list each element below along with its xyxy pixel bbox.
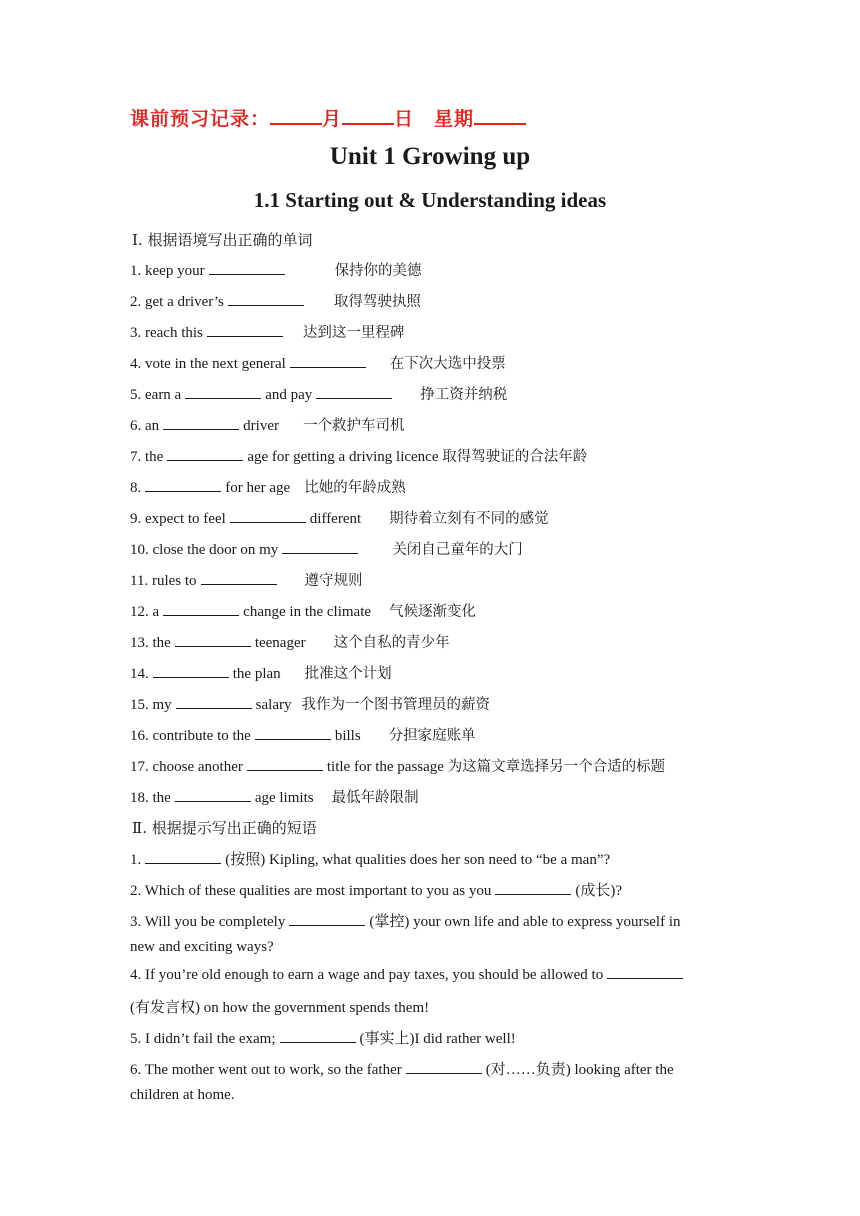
page-title: Unit 1 Growing up (329, 143, 531, 170)
list-item-continuation: children at home. (130, 1087, 235, 1103)
day-blank[interactable] (342, 105, 394, 125)
answer-blank[interactable] (316, 397, 392, 399)
answer-blank[interactable] (145, 490, 221, 492)
list-item: 8. for her age 比她的年龄成熟 (130, 480, 406, 496)
answer-blank[interactable] (607, 977, 683, 979)
weekday-label: 星期 (434, 108, 475, 130)
month-blank[interactable] (270, 105, 322, 125)
list-item: 6. an driver 一个救护车司机 (130, 418, 405, 434)
answer-blank[interactable] (175, 645, 251, 647)
answer-blank[interactable] (247, 769, 323, 771)
list-item: 2. Which of these qualities are most important to you as you (成长)? (130, 883, 622, 899)
answer-blank[interactable] (201, 583, 277, 585)
list-item: 7. the age for getting a driving licence 取得驾驶证的合法年龄 (130, 449, 588, 465)
answer-blank[interactable] (176, 707, 252, 709)
list-item: 3. Will you be completely (掌控) your own life and able to express yourself in (130, 914, 681, 930)
answer-blank[interactable] (185, 397, 261, 399)
list-item: 15. my salary 我作为一个图书管理员的薪资 (130, 697, 490, 713)
list-item: 17. choose another title for the passage 为这篇文章选择另一个合适的标题 (130, 759, 666, 775)
day-label: 日 (394, 108, 415, 130)
answer-blank[interactable] (175, 800, 251, 802)
answer-blank[interactable] (280, 1041, 356, 1043)
list-item: 1. (按照) Kipling, what qualities does her son need to “be a man”? (130, 852, 611, 868)
header-label: 课前预习记录： (130, 108, 271, 130)
answer-blank[interactable] (495, 893, 571, 895)
answer-blank[interactable] (230, 521, 306, 523)
page-subtitle: 1.1 Starting out & Understanding ideas (253, 188, 607, 212)
answer-blank[interactable] (167, 459, 243, 461)
section-1-heading: Ⅰ. 根据语境写出正确的单词 (132, 231, 313, 249)
list-item: 5. earn a and pay 挣工资并纳税 (130, 387, 508, 403)
list-item-continuation: (有发言权) on how the government spends them! (130, 1000, 430, 1016)
list-item: 6. The mother went out to work, so the father (对……负责) looking after the (130, 1062, 674, 1078)
list-item: 4. vote in the next general 在下次大选中投票 (130, 356, 506, 372)
list-item: 13. the teenager 这个自私的青少年 (130, 635, 450, 651)
answer-blank[interactable] (282, 552, 358, 554)
list-item: 9. expect to feel different 期待着立刻有不同的感觉 (130, 511, 549, 527)
list-item: 14. the plan 批准这个计划 (130, 666, 392, 682)
answer-blank[interactable] (406, 1072, 482, 1074)
list-item: 10. close the door on my 关闭自己童年的大门 (130, 542, 523, 558)
answer-blank[interactable] (207, 335, 283, 337)
answer-blank[interactable] (163, 614, 239, 616)
preview-record-header (130, 104, 526, 131)
list-item: 4. If you’re old enough to earn a wage and pay taxes, you should be allowed to (130, 967, 687, 984)
list-item-continuation: new and exciting ways? (130, 939, 274, 955)
answer-blank[interactable] (163, 428, 239, 430)
list-item: 1. keep your 保持你的美德 (130, 263, 422, 279)
list-item: 2. get a driver’s 取得驾驶执照 (130, 294, 421, 310)
answer-blank[interactable] (255, 738, 331, 740)
answer-blank[interactable] (209, 273, 285, 275)
list-item: 5. I didn’t fail the exam; (事实上)I did rather well! (130, 1031, 516, 1047)
list-item: 12. a change in the climate 气候逐渐变化 (130, 604, 477, 620)
list-item: 16. contribute to the bills 分担家庭账单 (130, 728, 476, 744)
answer-blank[interactable] (289, 924, 365, 926)
answer-blank[interactable] (153, 676, 229, 678)
weekday-blank[interactable] (474, 105, 526, 125)
list-item: 3. reach this 达到这一里程碑 (130, 325, 405, 341)
answer-blank[interactable] (290, 366, 366, 368)
answer-blank[interactable] (145, 862, 221, 864)
answer-blank[interactable] (228, 304, 304, 306)
list-item: 18. the age limits 最低年龄限制 (130, 790, 419, 806)
list-item: 11. rules to 遵守规则 (130, 573, 363, 589)
month-label: 月 (322, 108, 343, 130)
section-2-heading: Ⅱ. 根据提示写出正确的短语 (132, 819, 317, 837)
